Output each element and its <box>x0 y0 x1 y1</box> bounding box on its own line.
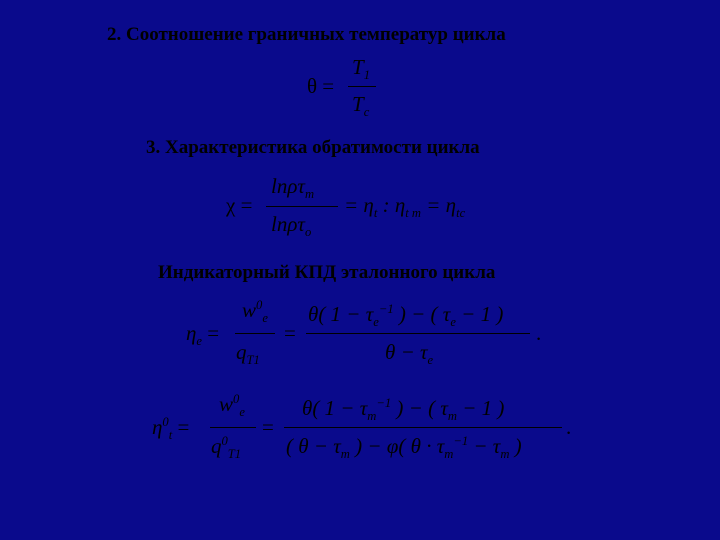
formula-eta-t0-f1n-text: w <box>219 392 234 416</box>
formula-eta-e-lhs <box>186 321 219 349</box>
formula-eta-e-f2n-b: ) − ( τ <box>393 302 451 326</box>
formula-eta-e-eq1: = <box>207 321 220 345</box>
formula-eta-t0-lhs-sub: t <box>168 428 173 443</box>
formula-chi-numerator <box>271 174 314 202</box>
formula-eta-t0-f1d-text: q <box>211 434 222 458</box>
formula-eta-e-f1d-sub: T1 <box>246 353 260 368</box>
formula-eta-t0-f2d-sub2: m <box>444 447 454 462</box>
formula-eta-t0-f1d-sub: T1 <box>227 447 242 462</box>
formula-chi-rhs2-sub: t m <box>405 206 422 221</box>
formula-eta-t0-f2d-sub: m <box>340 447 350 462</box>
formula-eta-t0-lhs-sup: 0 <box>162 415 169 429</box>
formula-chi-num-sub: m <box>304 187 315 202</box>
formula-eta-t0-eq1: = <box>177 415 190 439</box>
formula-eta-e-f2d-sub: e <box>427 353 434 368</box>
formula-eta-t0-lhs <box>152 415 189 443</box>
formula-chi-lhs: χ = <box>226 193 253 217</box>
formula-eta-t0-f2d-a: ( θ − τ <box>286 434 341 458</box>
formula-chi-num-text: lnρτ <box>271 174 305 198</box>
formula-theta-lhs: θ = <box>307 74 335 98</box>
formula-eta-t0-end: . <box>566 415 572 439</box>
formula-theta-den-sub: c <box>363 105 370 120</box>
formula-eta-e-frac1-bar <box>235 333 275 334</box>
formula-eta-e-eq2: = <box>284 321 296 345</box>
formula-theta-den-text: T <box>352 92 364 116</box>
formula-chi-denominator <box>271 212 311 240</box>
formula-eta-e-f2d-text: θ − τ <box>385 340 428 364</box>
formula-eta-e-lhs-sub: e <box>196 334 203 349</box>
formula-eta-e-f1n-sub: e <box>262 311 268 326</box>
formula-eta-t0-f2n-a: θ( 1 − τ <box>302 396 368 420</box>
formula-eta-t0-frac1-num <box>219 392 245 420</box>
formula-eta-t0-f2n-c: − 1 ) <box>456 396 505 420</box>
formula-theta-numerator <box>352 55 370 83</box>
formula-eta-t0-frac1-den <box>211 434 241 462</box>
formula-eta-t0-f2d-sup2: −1 <box>453 434 469 448</box>
formula-eta-e-f2n-c: − 1 ) <box>455 302 504 326</box>
formula-chi-den-sub: o <box>304 225 312 240</box>
formula-chi-rhs3: = η <box>426 193 457 217</box>
formula-eta-t0-f2n-sup: −1 <box>376 396 392 410</box>
formula-eta-e-f2n-sub: e <box>373 315 379 330</box>
formula-eta-e-f1n-sup: 0 <box>256 298 263 312</box>
formula-eta-t0-frac2-den <box>286 434 522 462</box>
formula-eta-e-frac2-den <box>385 340 433 368</box>
formula-eta-e-frac1-num <box>242 298 268 326</box>
formula-eta-t0-f2d-sub3: m <box>500 447 510 462</box>
formula-eta-t0-eq2: = <box>262 415 274 439</box>
formula-eta-t0-f1n-sup: 0 <box>233 392 240 406</box>
formula-eta-t0-frac1-bar <box>210 427 256 428</box>
formula-eta-e-end: . <box>536 321 542 345</box>
formula-eta-t0-f2d-b: ) − φ( θ · τ <box>349 434 445 458</box>
formula-eta-t0-f2n-sub2: m <box>447 409 457 424</box>
formula-eta-e-f1d-text: q <box>236 340 247 364</box>
formula-eta-t0-f2n-sub: m <box>367 409 377 424</box>
formula-chi-rhs1-sub: t <box>373 206 378 221</box>
heading-indicator-efficiency: Индикаторный КПД эталонного цикла <box>158 262 496 283</box>
formula-eta-e-frac2-num <box>308 302 503 330</box>
formula-theta-num-sub: 1 <box>363 68 370 83</box>
formula-eta-e-f2n-sup: −1 <box>378 302 394 316</box>
formula-eta-e-frac1-den <box>236 340 260 368</box>
heading-reversibility: 3. Характеристика обратимости цикла <box>146 137 480 158</box>
formula-eta-t0-f2d-d: ) <box>509 434 522 458</box>
formula-eta-t0-lhs-text: η <box>152 415 163 439</box>
formula-eta-t0-f2d-c: − τ <box>468 434 501 458</box>
formula-chi-rhs1: = η <box>344 193 374 217</box>
formula-chi-fraction-bar <box>266 206 338 207</box>
formula-eta-e-f1n-text: w <box>242 298 257 322</box>
formula-eta-t0-f1n-sub: e <box>239 405 245 420</box>
formula-eta-t0-frac2-bar <box>284 427 562 428</box>
formula-chi-rhs2: : η <box>382 193 406 217</box>
formula-theta-denominator <box>352 92 369 120</box>
formula-eta-t0-frac2-num <box>302 396 504 424</box>
heading-boundary-temperatures: 2. Соотношение граничных температур цикла <box>107 24 506 45</box>
formula-theta-fraction-bar <box>348 86 376 87</box>
formula-chi-den-text: lnρτ <box>271 212 305 236</box>
formula-eta-e-f2n-sub2: e <box>450 315 456 330</box>
formula-eta-e-frac2-bar <box>306 333 530 334</box>
formula-eta-e-lhs-text: η <box>186 321 197 345</box>
formula-eta-t0-f1d-sup: 0 <box>221 434 228 448</box>
formula-theta-num-text: T <box>352 55 364 79</box>
formula-chi-rhs3-sub: tc <box>456 206 466 221</box>
formula-eta-e-f2n-a: θ( 1 − τ <box>308 302 374 326</box>
formula-eta-t0-f2n-b: ) − ( τ <box>391 396 448 420</box>
formula-chi-rhs <box>344 193 465 221</box>
